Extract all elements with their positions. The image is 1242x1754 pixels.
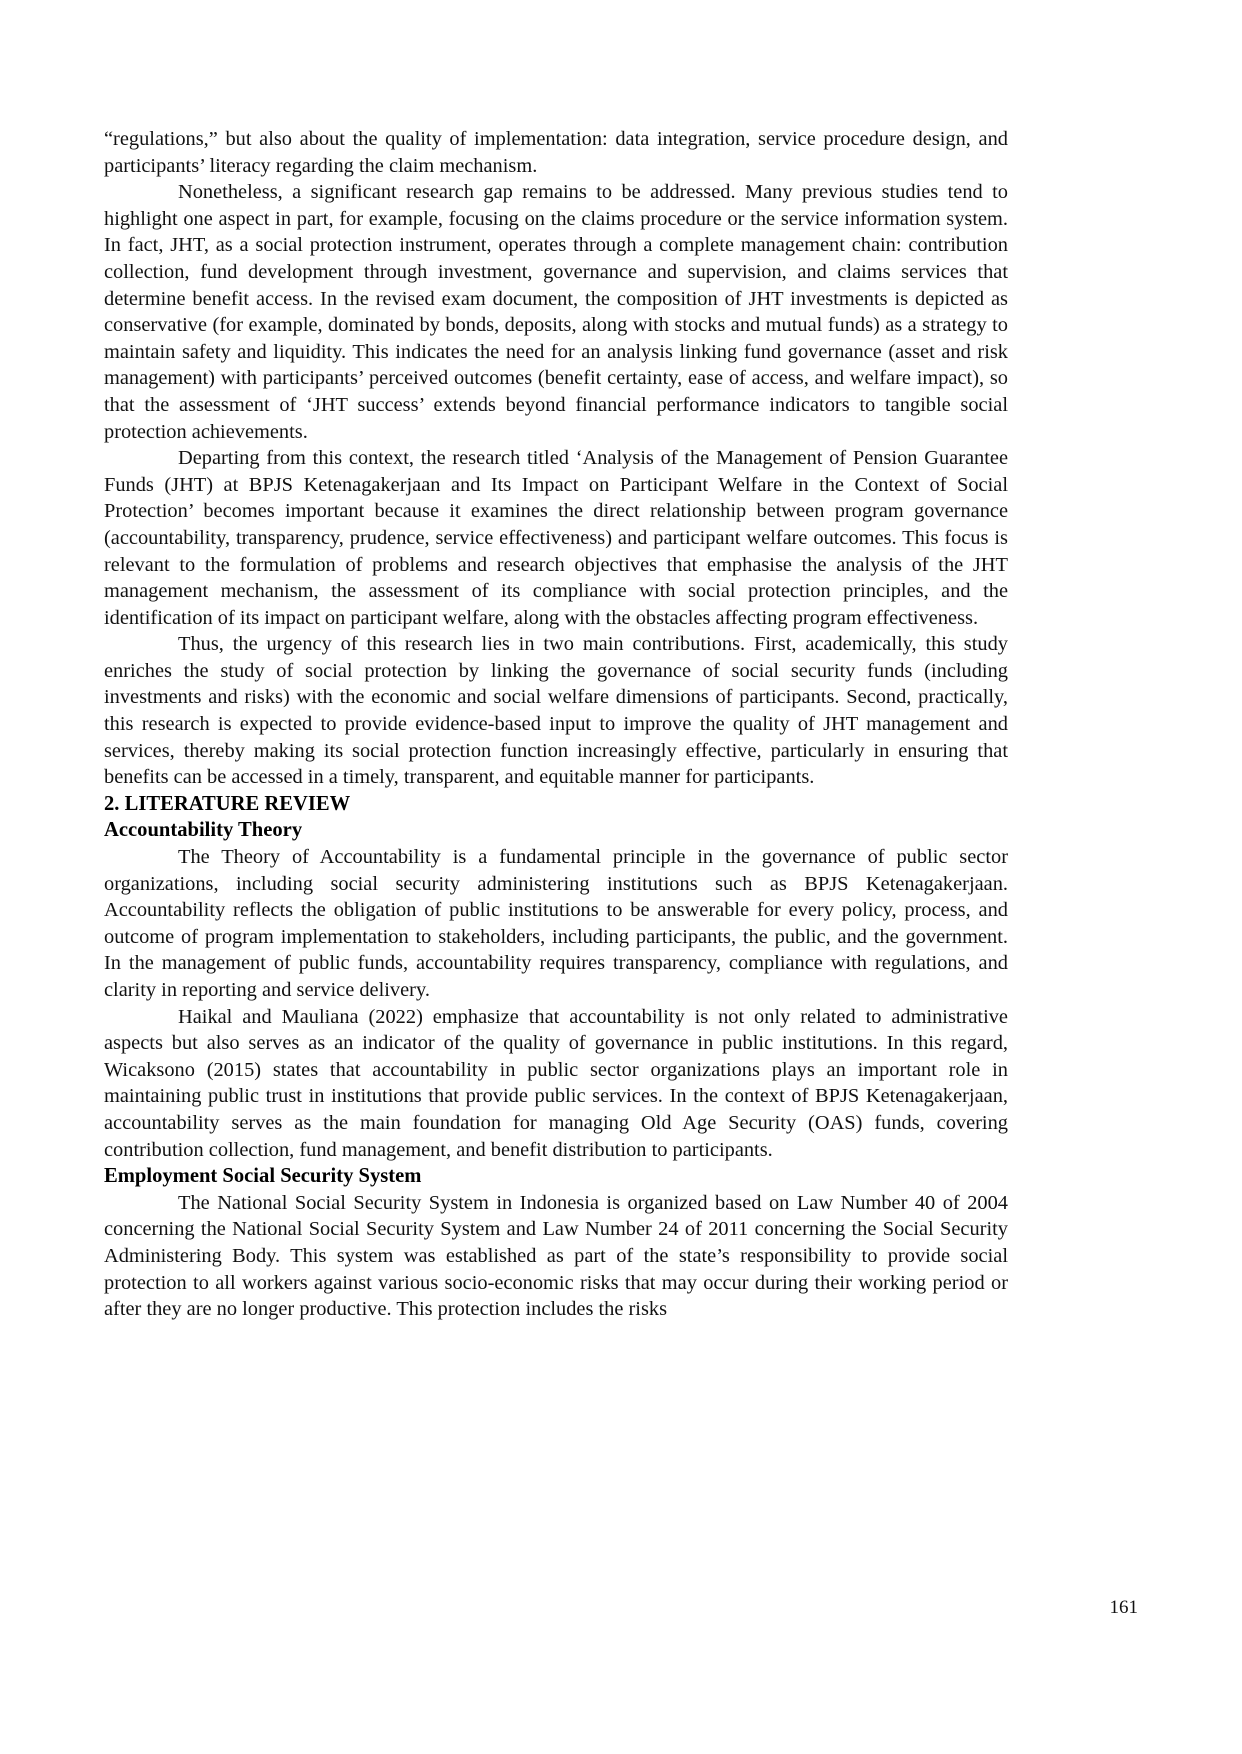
- subheading-accountability-theory: Accountability Theory: [104, 819, 303, 842]
- paragraph-national-social-security-system: The National Social Security System in Indonesia is organized based on Law Number 40 of 2004 concerning the National Social Security System and Law Number 24 of 2011 concerning the Social Security Administering Body. This system was established as part of the state’s responsibility to provide social protection to all workers against various socio-economic risks that may occur during their working period or after they are no longer productive. This protection includes the risks: [104, 1191, 1008, 1321]
- page-content: [104, 126, 1008, 1323]
- paragraph-research-gap: Nonetheless, a significant research gap remains to be addressed. Many previous studies tend to highlight one aspect in part, for example, focusing on the claims procedure or the service information system. In fact, JHT, as a social protection instrument, operates through a complete management chain: contribution collection, fund development through investment, governance and supervision, and claims services that determine benefit access. In the revised exam document, the composition of JHT investments is depicted as conservative (for example, dominated by bonds, deposits, along with stocks and mutual funds) as a strategy to maintain safety and liquidity. This indicates the need for an analysis linking fund governance (asset and risk management) with participants’ perceived outcomes (benefit certainty, ease of access, and welfare impact), so that the assessment of ‘JHT success’ extends beyond financial performance indicators to tangible social protection achievements.: [104, 181, 1008, 443]
- paragraph-accountability-theory: The Theory of Accountability is a fundamental principle in the governance of public sector organizations, including social security administering institutions such as BPJS Ketenagakerjaan. Accountability reflects the obligation of public institutions to be answerable for every policy, process, and outcome of program implementation to stakeholders, including participants, the public, and the government. In the management of public funds, accountability requires transparency, compliance with regulations, and clarity in reporting and service delivery.: [104, 846, 1008, 1001]
- paragraph-research-title: Departing from this context, the research titled ‘Analysis of the Management of Pension Guarantee Funds (JHT) at BPJS Ketenagakerjaan and Its Impact on Participant Welfare in the Context of Social Protection’ becomes important because it examines the direct relationship between program governance (accountability, transparency, prudence, service effectiveness) and participant welfare outcomes. This focus is relevant to the formulation of problems and research objectives that emphasise the analysis of the JHT management mechanism, the assessment of its compliance with social protection principles, and the identification of its impact on participant welfare, along with the obstacles affecting program effectiveness.: [104, 447, 1008, 629]
- subheading-employment-social-security-system: Employment Social Security System: [104, 1165, 422, 1188]
- paragraph-urgency: Thus, the urgency of this research lies in two main contributions. First, academically, this study enriches the study of social protection by linking the governance of social security funds (including investments and risks) with the economic and social welfare dimensions of participants. Second, practically, this research is expected to provide evidence-based input to improve the quality of JHT management and services, thereby making its social protection function increasingly effective, particularly in ensuring that benefits can be accessed in a timely, transparent, and equitable manner for participants.: [104, 633, 1008, 789]
- paragraph-opening: “regulations,” but also about the quality of implementation: data integration, service procedure design, and participants’ literacy regarding the claim mechanism.: [104, 128, 1008, 177]
- heading-literature-review: 2. LITERATURE REVIEW: [104, 792, 351, 815]
- paragraph-haikal-mauliana: Haikal and Mauliana (2022) emphasize that accountability is not only related to administrative aspects but also serves as an indicator of the quality of governance in public institutions. In this regard, Wicaksono (2015) states that accountability in public sector organizations plays an important role in maintaining public trust in institutions that provide public services. In the context of BPJS Ketenagakerjaan, accountability serves as the main foundation for managing Old Age Security (OAS) funds, covering contribution collection, fund management, and benefit distribution to participants.: [104, 1005, 1008, 1161]
- page-number: 161: [1109, 1597, 1138, 1618]
